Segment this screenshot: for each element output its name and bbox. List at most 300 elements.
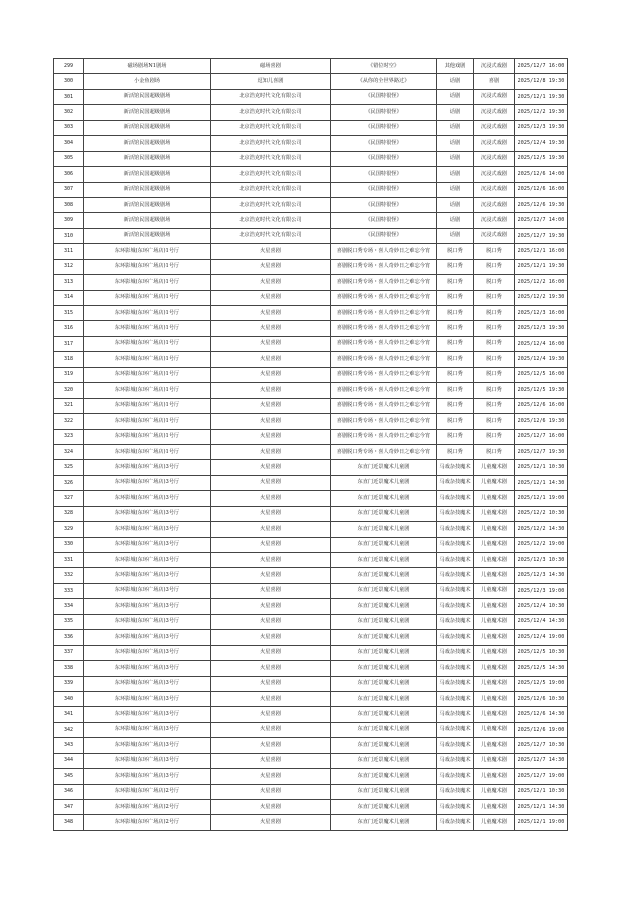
cell-category: 话剧 <box>437 228 474 243</box>
cell-show-title: 东直门近景魔术儿童剧 <box>331 691 437 706</box>
cell-row-number: 323 <box>54 429 84 444</box>
cell-venue: 东环影城(东环广场店)3号厅 <box>84 738 211 753</box>
cell-organizer: 北京浩克时代文化有限公司 <box>211 228 331 243</box>
cell-organizer: 北京浩克时代文化有限公司 <box>211 213 331 228</box>
cell-category: 马戏杂技魔术 <box>437 553 474 568</box>
cell-show-title: 东直门近景魔术儿童剧 <box>331 506 437 521</box>
cell-show-title: 东直门近景魔术儿童剧 <box>331 537 437 552</box>
cell-datetime: 2025/12/6 19:30 <box>515 414 568 429</box>
cell-venue: 东环影城(东环广场店)2号厅 <box>84 815 211 830</box>
cell-organizer: 火星喜剧 <box>211 676 331 691</box>
cell-category: 脱口秀 <box>437 275 474 290</box>
cell-venue: 东环影城(东环广场店)1号厅 <box>84 306 211 321</box>
cell-show-title: 喜剧脱口秀专场・喜人奇妙日之难忘今宵 <box>331 336 437 351</box>
cell-organizer: 北京浩克时代文化有限公司 <box>211 120 331 135</box>
cell-category: 话剧 <box>437 74 474 89</box>
table-row <box>54 769 568 784</box>
cell-organizer: 火星喜剧 <box>211 383 331 398</box>
cell-genre: 沉浸式戏剧 <box>474 228 515 243</box>
cell-row-number: 312 <box>54 259 84 274</box>
cell-organizer: 北京浩克时代文化有限公司 <box>211 197 331 212</box>
cell-category: 马戏杂技魔术 <box>437 460 474 475</box>
cell-genre: 沉浸式戏剧 <box>474 120 515 135</box>
table-row <box>54 753 568 768</box>
table-row <box>54 676 568 691</box>
cell-genre: 儿童魔术剧 <box>474 614 515 629</box>
table-row <box>54 259 568 274</box>
cell-organizer: 火星喜剧 <box>211 691 331 706</box>
cell-category: 马戏杂技魔术 <box>437 522 474 537</box>
cell-show-title: 《民国特很怪》 <box>331 228 437 243</box>
cell-show-title: 东直门近景魔术儿童剧 <box>331 522 437 537</box>
cell-genre: 沉浸式戏剧 <box>474 197 515 212</box>
cell-venue: 新活馆民国超级剧场 <box>84 136 211 151</box>
cell-genre: 脱口秀 <box>474 414 515 429</box>
cell-row-number: 318 <box>54 352 84 367</box>
cell-genre: 脱口秀 <box>474 306 515 321</box>
cell-show-title: 东直门近景魔术儿童剧 <box>331 661 437 676</box>
cell-row-number: 309 <box>54 213 84 228</box>
table-row <box>54 599 568 614</box>
cell-venue: 东环影城(东环广场店)1号厅 <box>84 429 211 444</box>
cell-datetime: 2025/12/4 10:30 <box>515 599 568 614</box>
table-row <box>54 213 568 228</box>
cell-row-number: 336 <box>54 630 84 645</box>
cell-datetime: 2025/12/1 10:30 <box>515 460 568 475</box>
cell-organizer: 火星喜剧 <box>211 460 331 475</box>
cell-genre: 沉浸式戏剧 <box>474 89 515 104</box>
cell-datetime: 2025/12/1 14:30 <box>515 475 568 490</box>
cell-show-title: 喜剧脱口秀专场・喜人奇妙日之难忘今宵 <box>331 259 437 274</box>
cell-category: 脱口秀 <box>437 306 474 321</box>
cell-genre: 儿童魔术剧 <box>474 815 515 830</box>
cell-venue: 东环影城(东环广场店)3号厅 <box>84 599 211 614</box>
cell-category: 脱口秀 <box>437 444 474 459</box>
cell-datetime: 2025/12/5 14:30 <box>515 661 568 676</box>
cell-row-number: 327 <box>54 491 84 506</box>
cell-row-number: 314 <box>54 290 84 305</box>
table-row <box>54 105 568 120</box>
table-row <box>54 815 568 830</box>
cell-datetime: 2025/12/1 10:30 <box>515 784 568 799</box>
cell-show-title: 东直门近景魔术儿童剧 <box>331 676 437 691</box>
cell-row-number: 317 <box>54 336 84 351</box>
cell-datetime: 2025/12/6 14:00 <box>515 167 568 182</box>
cell-category: 马戏杂技魔术 <box>437 599 474 614</box>
cell-venue: 东环影城(东环广场店)3号厅 <box>84 537 211 552</box>
cell-venue: 东环影城(东环广场店)2号厅 <box>84 800 211 815</box>
cell-organizer: 火星喜剧 <box>211 630 331 645</box>
cell-datetime: 2025/12/3 10:30 <box>515 553 568 568</box>
cell-row-number: 334 <box>54 599 84 614</box>
cell-venue: 东环影城(东环广场店)3号厅 <box>84 676 211 691</box>
cell-category: 马戏杂技魔术 <box>437 691 474 706</box>
cell-show-title: 喜剧脱口秀专场・喜人奇妙日之难忘今宵 <box>331 352 437 367</box>
cell-genre: 脱口秀 <box>474 398 515 413</box>
cell-category: 马戏杂技魔术 <box>437 800 474 815</box>
cell-datetime: 2025/12/3 16:00 <box>515 306 568 321</box>
cell-genre: 儿童魔术剧 <box>474 599 515 614</box>
cell-venue: 新活馆民国超级剧场 <box>84 213 211 228</box>
cell-show-title: 《民国特很怪》 <box>331 120 437 135</box>
cell-category: 马戏杂技魔术 <box>437 475 474 490</box>
cell-category: 脱口秀 <box>437 383 474 398</box>
cell-category: 马戏杂技魔术 <box>437 583 474 598</box>
cell-show-title: 东直门近景魔术儿童剧 <box>331 815 437 830</box>
cell-datetime: 2025/12/6 14:30 <box>515 707 568 722</box>
cell-datetime: 2025/12/7 14:30 <box>515 753 568 768</box>
cell-row-number: 300 <box>54 74 84 89</box>
cell-organizer: 火星喜剧 <box>211 583 331 598</box>
cell-datetime: 2025/12/1 19:00 <box>515 815 568 830</box>
cell-genre: 脱口秀 <box>474 321 515 336</box>
table-row <box>54 429 568 444</box>
cell-organizer: 火星喜剧 <box>211 568 331 583</box>
cell-organizer: 火星喜剧 <box>211 275 331 290</box>
cell-organizer: 火星喜剧 <box>211 769 331 784</box>
cell-genre: 儿童魔术剧 <box>474 475 515 490</box>
cell-row-number: 347 <box>54 800 84 815</box>
cell-genre: 儿童魔术剧 <box>474 460 515 475</box>
cell-category: 马戏杂技魔术 <box>437 784 474 799</box>
cell-category: 话剧 <box>437 197 474 212</box>
cell-genre: 儿童魔术剧 <box>474 491 515 506</box>
cell-show-title: 喜剧脱口秀专场・喜人奇妙日之难忘今宵 <box>331 383 437 398</box>
cell-genre: 喜剧 <box>474 74 515 89</box>
cell-datetime: 2025/12/6 19:30 <box>515 197 568 212</box>
cell-genre: 脱口秀 <box>474 336 515 351</box>
cell-genre: 儿童魔术剧 <box>474 661 515 676</box>
cell-organizer: 磁场喜剧 <box>211 59 331 74</box>
cell-organizer: 火星喜剧 <box>211 661 331 676</box>
cell-show-title: 喜剧脱口秀专场・喜人奇妙日之难忘今宵 <box>331 244 437 259</box>
cell-venue: 东环影城(东环广场店)3号厅 <box>84 645 211 660</box>
cell-genre: 儿童魔术剧 <box>474 630 515 645</box>
cell-row-number: 346 <box>54 784 84 799</box>
cell-datetime: 2025/12/1 19:00 <box>515 491 568 506</box>
cell-category: 马戏杂技魔术 <box>437 815 474 830</box>
cell-venue: 东环影城(东环广场店)3号厅 <box>84 506 211 521</box>
cell-row-number: 306 <box>54 167 84 182</box>
cell-venue: 东环影城(东环广场店)1号厅 <box>84 336 211 351</box>
cell-category: 脱口秀 <box>437 259 474 274</box>
cell-venue: 小金鱼剧场 <box>84 74 211 89</box>
cell-show-title: 东直门近景魔术儿童剧 <box>331 738 437 753</box>
table-row <box>54 722 568 737</box>
cell-category: 马戏杂技魔术 <box>437 661 474 676</box>
cell-datetime: 2025/12/4 19:00 <box>515 630 568 645</box>
cell-venue: 东环影城(东环广场店)3号厅 <box>84 707 211 722</box>
cell-row-number: 339 <box>54 676 84 691</box>
cell-row-number: 313 <box>54 275 84 290</box>
cell-genre: 脱口秀 <box>474 444 515 459</box>
cell-venue: 新活馆民国超级剧场 <box>84 105 211 120</box>
table-row <box>54 630 568 645</box>
cell-datetime: 2025/12/6 10:30 <box>515 691 568 706</box>
cell-row-number: 335 <box>54 614 84 629</box>
cell-datetime: 2025/12/7 14:00 <box>515 213 568 228</box>
table-body <box>54 59 568 831</box>
cell-row-number: 328 <box>54 506 84 521</box>
table-row <box>54 645 568 660</box>
cell-venue: 东环影城(东环广场店)1号厅 <box>84 398 211 413</box>
table-row <box>54 167 568 182</box>
cell-genre: 儿童魔术剧 <box>474 722 515 737</box>
cell-venue: 东环影城(东环广场店)3号厅 <box>84 753 211 768</box>
cell-row-number: 320 <box>54 383 84 398</box>
cell-organizer: 火星喜剧 <box>211 522 331 537</box>
cell-venue: 新活馆民国超级剧场 <box>84 167 211 182</box>
cell-show-title: 东直门近景魔术儿童剧 <box>331 599 437 614</box>
cell-show-title: 《民国特很怪》 <box>331 151 437 166</box>
cell-organizer: 火星喜剧 <box>211 259 331 274</box>
table-row <box>54 352 568 367</box>
document-page <box>53 58 567 831</box>
cell-datetime: 2025/12/7 10:30 <box>515 738 568 753</box>
cell-datetime: 2025/12/8 19:30 <box>515 74 568 89</box>
table-row <box>54 59 568 74</box>
table-row <box>54 89 568 104</box>
cell-organizer: 火星喜剧 <box>211 321 331 336</box>
cell-show-title: 喜剧脱口秀专场・喜人奇妙日之难忘今宵 <box>331 321 437 336</box>
cell-genre: 沉浸式戏剧 <box>474 105 515 120</box>
cell-genre: 儿童魔术剧 <box>474 784 515 799</box>
cell-row-number: 301 <box>54 89 84 104</box>
cell-venue: 新活馆民国超级剧场 <box>84 228 211 243</box>
cell-organizer: 火星喜剧 <box>211 537 331 552</box>
cell-organizer: 火星喜剧 <box>211 645 331 660</box>
table-row <box>54 537 568 552</box>
cell-organizer: 火星喜剧 <box>211 800 331 815</box>
cell-datetime: 2025/12/6 19:00 <box>515 722 568 737</box>
performance-schedule-table <box>53 58 568 831</box>
cell-genre: 脱口秀 <box>474 275 515 290</box>
cell-genre: 脱口秀 <box>474 244 515 259</box>
cell-genre: 儿童魔术剧 <box>474 800 515 815</box>
cell-datetime: 2025/12/3 14:30 <box>515 568 568 583</box>
table-row <box>54 321 568 336</box>
cell-datetime: 2025/12/4 19:30 <box>515 136 568 151</box>
cell-row-number: 302 <box>54 105 84 120</box>
cell-row-number: 325 <box>54 460 84 475</box>
table-row <box>54 614 568 629</box>
cell-row-number: 324 <box>54 444 84 459</box>
cell-venue: 新活馆民国超级剧场 <box>84 151 211 166</box>
table-row <box>54 661 568 676</box>
cell-category: 马戏杂技魔术 <box>437 722 474 737</box>
cell-datetime: 2025/12/7 19:30 <box>515 228 568 243</box>
cell-genre: 儿童魔术剧 <box>474 691 515 706</box>
cell-venue: 东环影城(东环广场店)3号厅 <box>84 769 211 784</box>
cell-row-number: 316 <box>54 321 84 336</box>
cell-row-number: 343 <box>54 738 84 753</box>
table-row <box>54 414 568 429</box>
cell-row-number: 308 <box>54 197 84 212</box>
cell-venue: 东环影城(东环广场店)3号厅 <box>84 460 211 475</box>
cell-show-title: 《民国特很怪》 <box>331 197 437 212</box>
cell-show-title: 《民国特很怪》 <box>331 213 437 228</box>
cell-venue: 东环影城(东环广场店)3号厅 <box>84 661 211 676</box>
table-row <box>54 553 568 568</box>
cell-show-title: 东直门近景魔术儿童剧 <box>331 769 437 784</box>
cell-venue: 东环影城(东环广场店)1号厅 <box>84 383 211 398</box>
table-row <box>54 197 568 212</box>
cell-row-number: 338 <box>54 661 84 676</box>
table-row <box>54 784 568 799</box>
table-row <box>54 120 568 135</box>
cell-category: 脱口秀 <box>437 321 474 336</box>
cell-venue: 东环影城(东环广场店)1号厅 <box>84 352 211 367</box>
cell-genre: 脱口秀 <box>474 429 515 444</box>
cell-venue: 东环影城(东环广场店)3号厅 <box>84 475 211 490</box>
cell-genre: 儿童魔术剧 <box>474 645 515 660</box>
cell-genre: 脱口秀 <box>474 352 515 367</box>
cell-organizer: 火星喜剧 <box>211 414 331 429</box>
cell-organizer: 火星喜剧 <box>211 815 331 830</box>
cell-organizer: 火星喜剧 <box>211 290 331 305</box>
cell-show-title: 《民国特很怪》 <box>331 136 437 151</box>
cell-venue: 东环影城(东环广场店)1号厅 <box>84 290 211 305</box>
cell-datetime: 2025/12/2 14:30 <box>515 522 568 537</box>
cell-genre: 脱口秀 <box>474 259 515 274</box>
cell-datetime: 2025/12/5 19:30 <box>515 383 568 398</box>
cell-category: 脱口秀 <box>437 367 474 382</box>
cell-show-title: 东直门近景魔术儿童剧 <box>331 800 437 815</box>
cell-show-title: 《民国特很怪》 <box>331 89 437 104</box>
cell-category: 其他戏剧 <box>437 59 474 74</box>
cell-datetime: 2025/12/1 16:00 <box>515 244 568 259</box>
table-row <box>54 290 568 305</box>
cell-venue: 磁场剧场N1剧场 <box>84 59 211 74</box>
cell-row-number: 310 <box>54 228 84 243</box>
cell-genre: 沉浸式戏剧 <box>474 59 515 74</box>
cell-genre: 儿童魔术剧 <box>474 707 515 722</box>
cell-datetime: 2025/12/3 19:30 <box>515 321 568 336</box>
cell-genre: 沉浸式戏剧 <box>474 182 515 197</box>
table-row <box>54 306 568 321</box>
cell-datetime: 2025/12/2 16:00 <box>515 275 568 290</box>
cell-show-title: 东直门近景魔术儿童剧 <box>331 568 437 583</box>
cell-venue: 东环影城(东环广场店)3号厅 <box>84 491 211 506</box>
table-row <box>54 275 568 290</box>
cell-show-title: 《从你的全世界路过》 <box>331 74 437 89</box>
cell-genre: 儿童魔术剧 <box>474 537 515 552</box>
cell-category: 话剧 <box>437 151 474 166</box>
cell-row-number: 331 <box>54 553 84 568</box>
cell-datetime: 2025/12/1 14:30 <box>515 800 568 815</box>
cell-show-title: 东直门近景魔术儿童剧 <box>331 753 437 768</box>
cell-category: 马戏杂技魔术 <box>437 738 474 753</box>
cell-organizer: 火星喜剧 <box>211 506 331 521</box>
cell-row-number: 315 <box>54 306 84 321</box>
cell-show-title: 《民国特很怪》 <box>331 105 437 120</box>
cell-venue: 东环影城(东环广场店)1号厅 <box>84 414 211 429</box>
cell-show-title: 喜剧脱口秀专场・喜人奇妙日之难忘今宵 <box>331 429 437 444</box>
cell-datetime: 2025/12/4 16:00 <box>515 336 568 351</box>
cell-category: 话剧 <box>437 120 474 135</box>
cell-show-title: 喜剧脱口秀专场・喜人奇妙日之难忘今宵 <box>331 414 437 429</box>
cell-show-title: 东直门近景魔术儿童剧 <box>331 475 437 490</box>
cell-datetime: 2025/12/7 19:30 <box>515 444 568 459</box>
table-row <box>54 228 568 243</box>
cell-venue: 东环影城(东环广场店)3号厅 <box>84 630 211 645</box>
cell-venue: 东环影城(东环广场店)3号厅 <box>84 691 211 706</box>
cell-organizer: 火星喜剧 <box>211 599 331 614</box>
cell-genre: 脱口秀 <box>474 383 515 398</box>
table-row <box>54 383 568 398</box>
cell-datetime: 2025/12/5 19:00 <box>515 676 568 691</box>
cell-organizer: 火星喜剧 <box>211 614 331 629</box>
table-row <box>54 367 568 382</box>
cell-category: 马戏杂技魔术 <box>437 676 474 691</box>
cell-venue: 东环影城(东环广场店)3号厅 <box>84 553 211 568</box>
table-row <box>54 336 568 351</box>
cell-genre: 儿童魔术剧 <box>474 568 515 583</box>
cell-datetime: 2025/12/7 19:00 <box>515 769 568 784</box>
cell-venue: 新活馆民国超级剧场 <box>84 182 211 197</box>
cell-show-title: 喜剧脱口秀专场・喜人奇妙日之难忘今宵 <box>331 306 437 321</box>
cell-show-title: 《民国特很怪》 <box>331 167 437 182</box>
cell-category: 话剧 <box>437 89 474 104</box>
cell-datetime: 2025/12/5 10:30 <box>515 645 568 660</box>
cell-organizer: 火星喜剧 <box>211 491 331 506</box>
table-row <box>54 151 568 166</box>
cell-venue: 东环影城(东环广场店)3号厅 <box>84 722 211 737</box>
cell-genre: 儿童魔术剧 <box>474 738 515 753</box>
cell-category: 马戏杂技魔术 <box>437 769 474 784</box>
cell-organizer: 北京浩克时代文化有限公司 <box>211 182 331 197</box>
cell-category: 脱口秀 <box>437 398 474 413</box>
cell-category: 脱口秀 <box>437 352 474 367</box>
cell-category: 脱口秀 <box>437 244 474 259</box>
cell-datetime: 2025/12/6 16:00 <box>515 182 568 197</box>
cell-organizer: 火星喜剧 <box>211 444 331 459</box>
cell-category: 脱口秀 <box>437 336 474 351</box>
cell-show-title: 东直门近景魔术儿童剧 <box>331 491 437 506</box>
table-row <box>54 136 568 151</box>
cell-row-number: 340 <box>54 691 84 706</box>
cell-row-number: 330 <box>54 537 84 552</box>
table-row <box>54 182 568 197</box>
cell-organizer: 北京浩克时代文化有限公司 <box>211 89 331 104</box>
cell-datetime: 2025/12/5 16:00 <box>515 367 568 382</box>
cell-show-title: 东直门近景魔术儿童剧 <box>331 614 437 629</box>
table-row <box>54 460 568 475</box>
cell-venue: 东环影城(东环广场店)3号厅 <box>84 568 211 583</box>
cell-show-title: 东直门近景魔术儿童剧 <box>331 460 437 475</box>
cell-datetime: 2025/12/2 19:30 <box>515 105 568 120</box>
cell-category: 马戏杂技魔术 <box>437 506 474 521</box>
cell-datetime: 2025/12/2 19:00 <box>515 537 568 552</box>
cell-organizer: 火星喜剧 <box>211 244 331 259</box>
cell-organizer: 火星喜剧 <box>211 429 331 444</box>
cell-category: 脱口秀 <box>437 414 474 429</box>
cell-organizer: 北京浩克时代文化有限公司 <box>211 136 331 151</box>
table-row <box>54 568 568 583</box>
cell-row-number: 345 <box>54 769 84 784</box>
cell-organizer: 北京浩克时代文化有限公司 <box>211 151 331 166</box>
cell-organizer: 北京浩克时代文化有限公司 <box>211 105 331 120</box>
cell-row-number: 337 <box>54 645 84 660</box>
cell-show-title: 《错位时空》 <box>331 59 437 74</box>
table-row <box>54 707 568 722</box>
cell-category: 话剧 <box>437 182 474 197</box>
cell-row-number: 329 <box>54 522 84 537</box>
cell-organizer: 火星喜剧 <box>211 784 331 799</box>
cell-organizer: 火星喜剧 <box>211 475 331 490</box>
cell-category: 话剧 <box>437 167 474 182</box>
cell-genre: 儿童魔术剧 <box>474 753 515 768</box>
